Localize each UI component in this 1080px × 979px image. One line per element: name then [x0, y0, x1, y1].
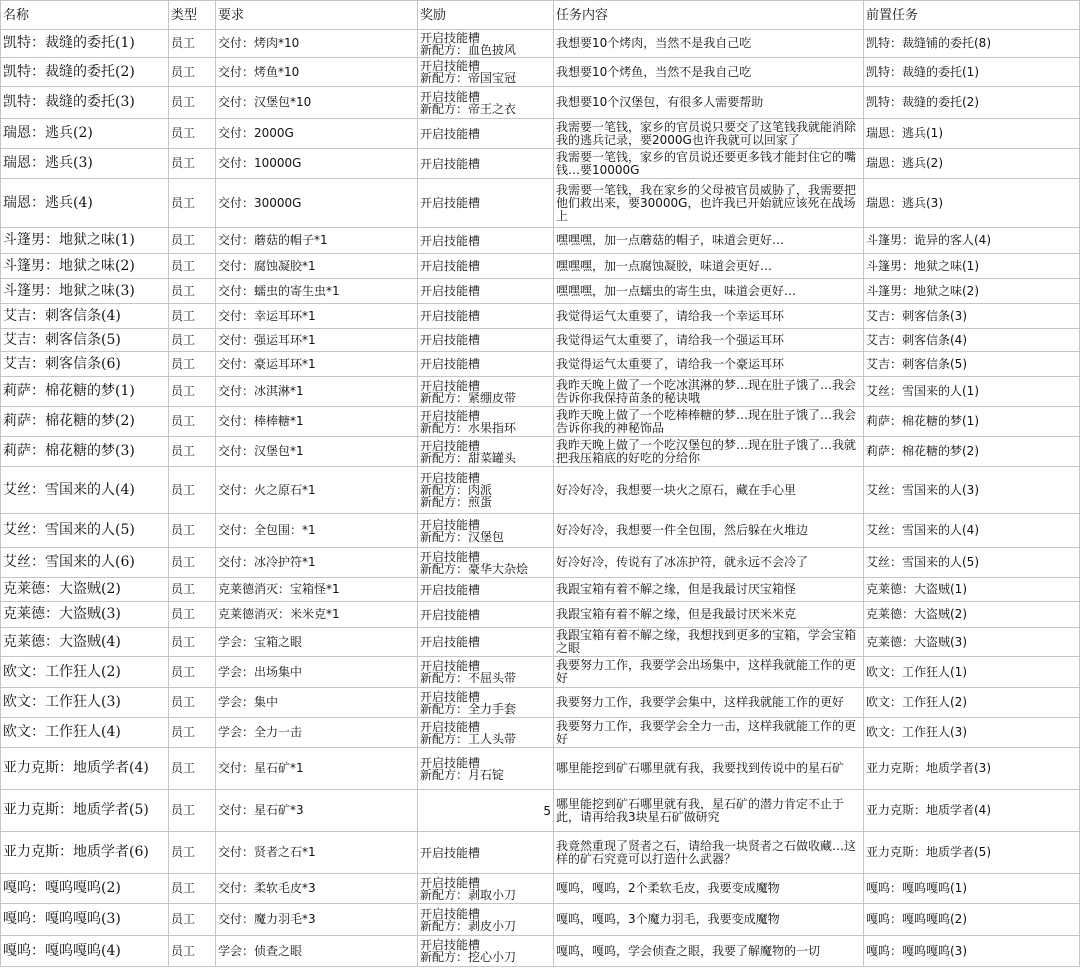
quest-reward	[418, 30, 554, 58]
table-row	[1, 149, 1080, 179]
quest-reward	[418, 718, 554, 748]
quest-reward	[418, 688, 554, 718]
reward-line: 开启技能槽	[420, 309, 481, 323]
quest-content: 嘎呜，嘎呜，3个魔力羽毛，我要变成魔物	[554, 904, 864, 936]
quest-type: 员工	[169, 874, 216, 904]
quest-reward	[418, 904, 554, 936]
quest-name: 克莱德：大盗贼(4)	[1, 628, 169, 657]
quest-type: 员工	[169, 748, 216, 790]
quest-reward	[418, 936, 554, 967]
quest-name: 嘎呜：嘎呜嘎呜(4)	[1, 936, 169, 967]
quest-reward	[418, 657, 554, 688]
reward-line: 开启技能槽	[420, 635, 481, 649]
reward-line: 开启技能槽	[420, 607, 481, 622]
table-row	[1, 657, 1080, 688]
reward-line: 开启技能槽	[420, 438, 481, 453]
reward-line: 开启技能槽	[420, 549, 481, 564]
quest-requirement: 交付：星石矿*1	[216, 748, 418, 790]
quest-name: 莉萨：棉花糖的梦(3)	[1, 437, 169, 467]
reward-line: 开启技能槽	[420, 845, 481, 860]
header-reward: 奖励	[418, 1, 554, 30]
quest-requirement: 交付：烤肉*10	[216, 30, 418, 58]
reward-line: 开启技能槽	[420, 719, 481, 734]
quest-content: 我跟宝箱有着不解之缘，我想找到更多的宝箱，学会宝箱之眼	[554, 628, 864, 657]
table-row	[1, 602, 1080, 628]
quest-name: 凯特：裁缝的委托(2)	[1, 58, 169, 87]
quest-prerequisite: 瑞恩：逃兵(2)	[864, 149, 1080, 179]
reward-line: 新配方：工人头带	[420, 731, 517, 746]
quest-name: 凯特：裁缝的委托(1)	[1, 30, 169, 58]
table-row	[1, 254, 1080, 279]
table-row	[1, 87, 1080, 119]
quest-prerequisite: 斗篷男：地狱之味(2)	[864, 279, 1080, 304]
quest-reward	[418, 87, 554, 119]
reward-line: 开启技能槽	[420, 284, 481, 298]
table-row	[1, 790, 1080, 832]
quest-name: 艾丝：雪国来的人(4)	[1, 467, 169, 514]
reward-line: 开启技能槽	[420, 471, 481, 485]
quest-name: 莉萨：棉花糖的梦(2)	[1, 407, 169, 437]
quest-requirement: 学会：集中	[216, 688, 418, 718]
header-row	[1, 1, 1080, 30]
header-name: 名称	[1, 1, 169, 30]
quest-reward	[418, 279, 554, 304]
quest-content: 我要努力工作，我要学会全力一击，这样我就能工作的更好	[554, 718, 864, 748]
table-row	[1, 748, 1080, 790]
quest-prerequisite: 斗篷男：地狱之味(1)	[864, 254, 1080, 279]
quest-requirement: 交付：魔力羽毛*3	[216, 904, 418, 936]
quest-type: 员工	[169, 832, 216, 874]
quest-type: 员工	[169, 228, 216, 254]
quest-content: 我想要10个汉堡包，有很多人需要帮助	[554, 87, 864, 119]
quest-content: 我需要一笔钱，家乡的官员说还要更多钱才能封住它的嘴钱…要10000G	[554, 149, 864, 179]
quest-prerequisite: 嘎呜：嘎呜嘎呜(2)	[864, 904, 1080, 936]
quest-type: 员工	[169, 377, 216, 407]
table-row	[1, 832, 1080, 874]
reward-line: 新配方：汉堡包	[420, 529, 505, 544]
quest-requirement: 交付：棒棒糖*1	[216, 407, 418, 437]
quest-prerequisite: 艾丝：雪国来的人(3)	[864, 467, 1080, 514]
quest-prerequisite: 艾丝：雪国来的人(4)	[864, 514, 1080, 548]
quest-requirement: 学会：宝箱之眼	[216, 628, 418, 657]
quest-prerequisite: 凯特：裁缝的委托(1)	[864, 58, 1080, 87]
quest-reward	[418, 467, 554, 514]
reward-line: 新配方：月石锭	[420, 767, 505, 782]
quest-prerequisite: 克莱德：大盗贼(2)	[864, 602, 1080, 628]
table-row	[1, 688, 1080, 718]
quest-prerequisite: 艾吉：刺客信条(5)	[864, 352, 1080, 377]
quest-type: 员工	[169, 279, 216, 304]
reward-line: 开启技能槽	[420, 875, 481, 890]
quest-content: 我竟然重现了贤者之石，请给我一块贤者之石做收藏…这样的矿石究竟可以打造什么武器？	[554, 832, 864, 874]
quest-requirement: 交付：蘑菇的帽子*1	[216, 228, 418, 254]
quest-name: 克莱德：大盗贼(2)	[1, 578, 169, 602]
quest-requirement: 交付：2000G	[216, 119, 418, 149]
quest-requirement: 交付：柔软毛皮*3	[216, 874, 418, 904]
quest-name: 斗篷男：地狱之味(1)	[1, 228, 169, 254]
quest-content: 我想要10个烤肉，当然不是我自己吃	[554, 30, 864, 58]
quest-name: 艾丝：雪国来的人(6)	[1, 548, 169, 578]
quest-name: 欧文：工作狂人(3)	[1, 688, 169, 718]
quest-reward	[418, 578, 554, 602]
reward-line: 新配方：豪华大杂烩	[420, 561, 529, 576]
table-row	[1, 628, 1080, 657]
quest-name: 艾吉：刺客信条(4)	[1, 304, 169, 329]
table-row	[1, 407, 1080, 437]
quest-type: 员工	[169, 514, 216, 548]
quest-prerequisite: 亚力克斯：地质学者(3)	[864, 748, 1080, 790]
quest-content: 嘎呜，嘎呜，2个柔软毛皮，我要变成魔物	[554, 874, 864, 904]
quest-requirement: 交付：冰冷护符*1	[216, 548, 418, 578]
quest-name: 亚力克斯：地质学者(5)	[1, 790, 169, 832]
quest-content: 我想要10个烤鱼，当然不是我自己吃	[554, 58, 864, 87]
quest-name: 瑞恩：逃兵(2)	[1, 119, 169, 149]
reward-line: 开启技能槽	[420, 582, 481, 597]
quest-type: 员工	[169, 304, 216, 329]
quest-type: 员工	[169, 149, 216, 179]
quest-content: 嘿嘿嘿，加一点蠕虫的寄生虫，味道会更好…	[554, 279, 864, 304]
quest-prerequisite: 瑞恩：逃兵(1)	[864, 119, 1080, 149]
reward-line: 新配方：紧绷皮带	[420, 390, 517, 405]
quest-name: 克莱德：大盗贼(3)	[1, 602, 169, 628]
reward-line: 开启技能槽	[420, 938, 481, 952]
quest-reward	[418, 437, 554, 467]
quest-prerequisite: 莉萨：棉花糖的梦(2)	[864, 437, 1080, 467]
quest-prerequisite: 克莱德：大盗贼(3)	[864, 628, 1080, 657]
quest-content: 我昨天晚上做了一个吃冰淇淋的梦…现在肚子饿了…我会告诉你我保持苗条的秘诀哦	[554, 377, 864, 407]
header-content: 任务内容	[554, 1, 864, 30]
table-row	[1, 279, 1080, 304]
quest-requirement: 交付：火之原石*1	[216, 467, 418, 514]
quest-reward	[418, 602, 554, 628]
quest-requirement: 交付：强运耳环*1	[216, 329, 418, 352]
quest-name: 斗篷男：地狱之味(3)	[1, 279, 169, 304]
reward-line: 新配方：挖心小刀	[420, 950, 517, 964]
quest-content: 嘿嘿嘿，加一点腐蚀凝胶，味道会更好…	[554, 254, 864, 279]
quest-requirement: 学会：全力一击	[216, 718, 418, 748]
quest-prerequisite: 凯特：裁缝铺的委托(8)	[864, 30, 1080, 58]
quest-name: 瑞恩：逃兵(3)	[1, 149, 169, 179]
quest-requirement: 交付：蠕虫的寄生虫*1	[216, 279, 418, 304]
quest-type: 员工	[169, 936, 216, 967]
reward-line: 新配方：甜菜罐头	[420, 450, 517, 465]
table-row	[1, 548, 1080, 578]
quest-name: 艾吉：刺客信条(6)	[1, 352, 169, 377]
reward-line: 开启技能槽	[420, 906, 481, 921]
reward-line: 开启技能槽	[420, 59, 481, 73]
quest-prerequisite: 莉萨：棉花糖的梦(1)	[864, 407, 1080, 437]
quest-reward	[418, 628, 554, 657]
quest-prerequisite: 艾丝：雪国来的人(5)	[864, 548, 1080, 578]
reward-line: 开启技能槽	[420, 30, 481, 45]
quest-type: 员工	[169, 329, 216, 352]
quest-type: 员工	[169, 657, 216, 688]
quest-prerequisite: 瑞恩：逃兵(3)	[864, 179, 1080, 228]
quest-reward	[418, 548, 554, 578]
quest-requirement: 交付：星石矿*3	[216, 790, 418, 832]
quest-prerequisite: 欧文：工作狂人(1)	[864, 657, 1080, 688]
reward-line: 新配方：水果指环	[420, 420, 517, 435]
quest-name: 欧文：工作狂人(2)	[1, 657, 169, 688]
table-row	[1, 874, 1080, 904]
quest-reward	[418, 119, 554, 149]
table-row	[1, 437, 1080, 467]
quest-reward	[418, 832, 554, 874]
quest-prerequisite: 艾吉：刺客信条(4)	[864, 329, 1080, 352]
quest-requirement: 交付：汉堡包*1	[216, 437, 418, 467]
quest-type: 员工	[169, 119, 216, 149]
quest-content: 我跟宝箱有着不解之缘，但是我最讨厌宝箱怪	[554, 578, 864, 602]
reward-line: 新配方：全力手套	[420, 701, 517, 716]
reward-line: 新配方：剥皮小刀	[420, 918, 517, 933]
quest-type: 员工	[169, 467, 216, 514]
reward-line: 新配方：帝王之衣	[420, 101, 517, 116]
table-row	[1, 30, 1080, 58]
reward-line: 开启技能槽	[420, 233, 481, 248]
quest-content: 我需要一笔钱，我在家乡的父母被官员威胁了，我需要把他们救出来，要30000G，也许我已开始就应该死在战场上	[554, 179, 864, 228]
quest-type: 员工	[169, 790, 216, 832]
reward-line: 新配方：帝国宝冠	[420, 71, 517, 85]
reward-line: 开启技能槽	[420, 259, 481, 273]
quest-requirement: 交付：全包围：*1	[216, 514, 418, 548]
reward-line: 新配方：肉派	[420, 483, 493, 497]
quest-requirement: 交付：腐蚀凝胶*1	[216, 254, 418, 279]
quest-reward	[418, 329, 554, 352]
quest-reward	[418, 228, 554, 254]
table-row	[1, 228, 1080, 254]
table-row	[1, 58, 1080, 87]
quest-name: 凯特：裁缝的委托(3)	[1, 87, 169, 119]
header-requirement: 要求	[216, 1, 418, 30]
table-row	[1, 936, 1080, 967]
quest-reward	[418, 352, 554, 377]
quest-reward	[418, 407, 554, 437]
quest-reward	[418, 58, 554, 87]
quest-reward	[418, 874, 554, 904]
quest-name: 瑞恩：逃兵(4)	[1, 179, 169, 228]
quest-prerequisite: 凯特：裁缝的委托(2)	[864, 87, 1080, 119]
quest-type: 员工	[169, 407, 216, 437]
reward-line: 开启技能槽	[420, 517, 481, 532]
quest-reward: 5	[418, 790, 554, 832]
quest-content: 我觉得运气太重要了，请给我一个豪运耳环	[554, 352, 864, 377]
header-prerequisite: 前置任务	[864, 1, 1080, 30]
quest-name: 欧文：工作狂人(4)	[1, 718, 169, 748]
quest-type: 员工	[169, 548, 216, 578]
table-row	[1, 179, 1080, 228]
quest-type: 员工	[169, 58, 216, 87]
quest-name: 嘎呜：嘎呜嘎呜(2)	[1, 874, 169, 904]
quest-requirement: 交付：汉堡包*10	[216, 87, 418, 119]
quest-type: 员工	[169, 352, 216, 377]
quest-type: 员工	[169, 578, 216, 602]
quest-reward	[418, 149, 554, 179]
quest-content: 我需要一笔钱，家乡的官员说只要交了这笔钱我就能消除我的逃兵记录，要2000G也许我就可以回家了	[554, 119, 864, 149]
quest-prerequisite: 嘎呜：嘎呜嘎呜(3)	[864, 936, 1080, 967]
quest-content: 我昨天晚上做了一个吃汉堡包的梦…现在肚子饿了…我就把我压箱底的好吃的分给你	[554, 437, 864, 467]
quest-reward	[418, 179, 554, 228]
reward-line: 开启技能槽	[420, 333, 481, 347]
quest-type: 员工	[169, 30, 216, 58]
table-row	[1, 352, 1080, 377]
reward-line: 开启技能槽	[420, 659, 481, 673]
quest-content: 我觉得运气太重要了，请给我一个强运耳环	[554, 329, 864, 352]
quest-name: 亚力克斯：地质学者(4)	[1, 748, 169, 790]
quest-content: 嘿嘿嘿，加一点蘑菇的帽子，味道会更好…	[554, 228, 864, 254]
quest-type: 员工	[169, 602, 216, 628]
reward-line: 开启技能槽	[420, 408, 481, 423]
quest-content: 好冷好冷，传说有了冰冻护符，就永远不会冷了	[554, 548, 864, 578]
quest-requirement: 交付：烤鱼*10	[216, 58, 418, 87]
quest-type: 员工	[169, 437, 216, 467]
table-row	[1, 304, 1080, 329]
reward-line: 新配方：不屈头带	[420, 671, 517, 685]
quest-name: 亚力克斯：地质学者(6)	[1, 832, 169, 874]
quest-type: 员工	[169, 718, 216, 748]
quest-prerequisite: 亚力克斯：地质学者(5)	[864, 832, 1080, 874]
quest-content: 好冷好冷，我想要一件全包围，然后躲在火堆边	[554, 514, 864, 548]
quest-requirement: 交付：贤者之石*1	[216, 832, 418, 874]
reward-line: 新配方：剥取小刀	[420, 887, 517, 902]
quest-requirement: 交付：豪运耳环*1	[216, 352, 418, 377]
quest-prerequisite: 艾丝：雪国来的人(1)	[864, 377, 1080, 407]
reward-line: 开启技能槽	[420, 755, 481, 770]
reward-line: 新配方：血色披风	[420, 42, 517, 57]
quest-prerequisite: 亚力克斯：地质学者(4)	[864, 790, 1080, 832]
quest-prerequisite: 嘎呜：嘎呜嘎呜(1)	[864, 874, 1080, 904]
quest-reward	[418, 304, 554, 329]
quest-prerequisite: 斗篷男：诡异的客人(4)	[864, 228, 1080, 254]
quest-type: 员工	[169, 254, 216, 279]
quest-content: 我觉得运气太重要了，请给我一个幸运耳环	[554, 304, 864, 329]
quest-reward	[418, 514, 554, 548]
quest-requirement: 交付：冰淇淋*1	[216, 377, 418, 407]
quest-requirement: 克莱德消灭：米米克*1	[216, 602, 418, 628]
reward-line: 开启技能槽	[420, 357, 481, 371]
quest-content: 我要努力工作，我要学会集中，这样我就能工作的更好	[554, 688, 864, 718]
table-row	[1, 377, 1080, 407]
quest-content: 好冷好冷，我想要一块火之原石，藏在手心里	[554, 467, 864, 514]
quest-requirement: 克莱德消灭：宝箱怪*1	[216, 578, 418, 602]
reward-line: 开启技能槽	[420, 156, 481, 171]
quest-name: 艾丝：雪国来的人(5)	[1, 514, 169, 548]
table-row	[1, 329, 1080, 352]
quest-prerequisite: 克莱德：大盗贼(1)	[864, 578, 1080, 602]
quest-content: 哪里能挖到矿石哪里就有我，我要找到传说中的星石矿	[554, 748, 864, 790]
quest-requirement: 交付：10000G	[216, 149, 418, 179]
quest-content: 嘎呜，嘎呜，学会侦查之眼，我要了解魔物的一切	[554, 936, 864, 967]
quest-reward	[418, 748, 554, 790]
quest-type: 员工	[169, 179, 216, 228]
quest-requirement: 交付：30000G	[216, 179, 418, 228]
quest-reward	[418, 254, 554, 279]
table-row	[1, 514, 1080, 548]
quest-prerequisite: 欧文：工作狂人(2)	[864, 688, 1080, 718]
table-row	[1, 718, 1080, 748]
table-row	[1, 467, 1080, 514]
header-type: 类型	[169, 1, 216, 30]
quest-prerequisite: 艾吉：刺客信条(3)	[864, 304, 1080, 329]
reward-line: 开启技能槽	[420, 126, 481, 141]
table-row	[1, 578, 1080, 602]
reward-line: 开启技能槽	[420, 196, 481, 210]
quest-content: 哪里能挖到矿石哪里就有我，星石矿的潜力肯定不止于此，请再给我3块星石矿做研究	[554, 790, 864, 832]
reward-line: 开启技能槽	[420, 89, 481, 104]
reward-line: 新配方：煎蛋	[420, 495, 493, 509]
quest-type: 员工	[169, 904, 216, 936]
quest-name: 莉萨：棉花糖的梦(1)	[1, 377, 169, 407]
quest-content: 我跟宝箱有着不解之缘，但是我最讨厌米米克	[554, 602, 864, 628]
quest-type: 员工	[169, 628, 216, 657]
quest-type: 员工	[169, 87, 216, 119]
quest-name: 艾吉：刺客信条(5)	[1, 329, 169, 352]
quest-name: 嘎呜：嘎呜嘎呜(3)	[1, 904, 169, 936]
quest-reward	[418, 377, 554, 407]
quest-prerequisite: 欧文：工作狂人(3)	[864, 718, 1080, 748]
table-row	[1, 119, 1080, 149]
quest-requirement: 交付：幸运耳环*1	[216, 304, 418, 329]
quest-content: 我昨天晚上做了一个吃棒棒糖的梦…现在肚子饿了…我会告诉你我的神秘饰品	[554, 407, 864, 437]
table-row	[1, 904, 1080, 936]
quest-name: 斗篷男：地狱之味(2)	[1, 254, 169, 279]
quest-content: 我要努力工作，我要学会出场集中，这样我就能工作的更好	[554, 657, 864, 688]
quest-requirement: 学会：侦查之眼	[216, 936, 418, 967]
quest-type: 员工	[169, 688, 216, 718]
reward-line: 开启技能槽	[420, 378, 481, 393]
reward-line: 开启技能槽	[420, 689, 481, 704]
quest-requirement: 学会：出场集中	[216, 657, 418, 688]
